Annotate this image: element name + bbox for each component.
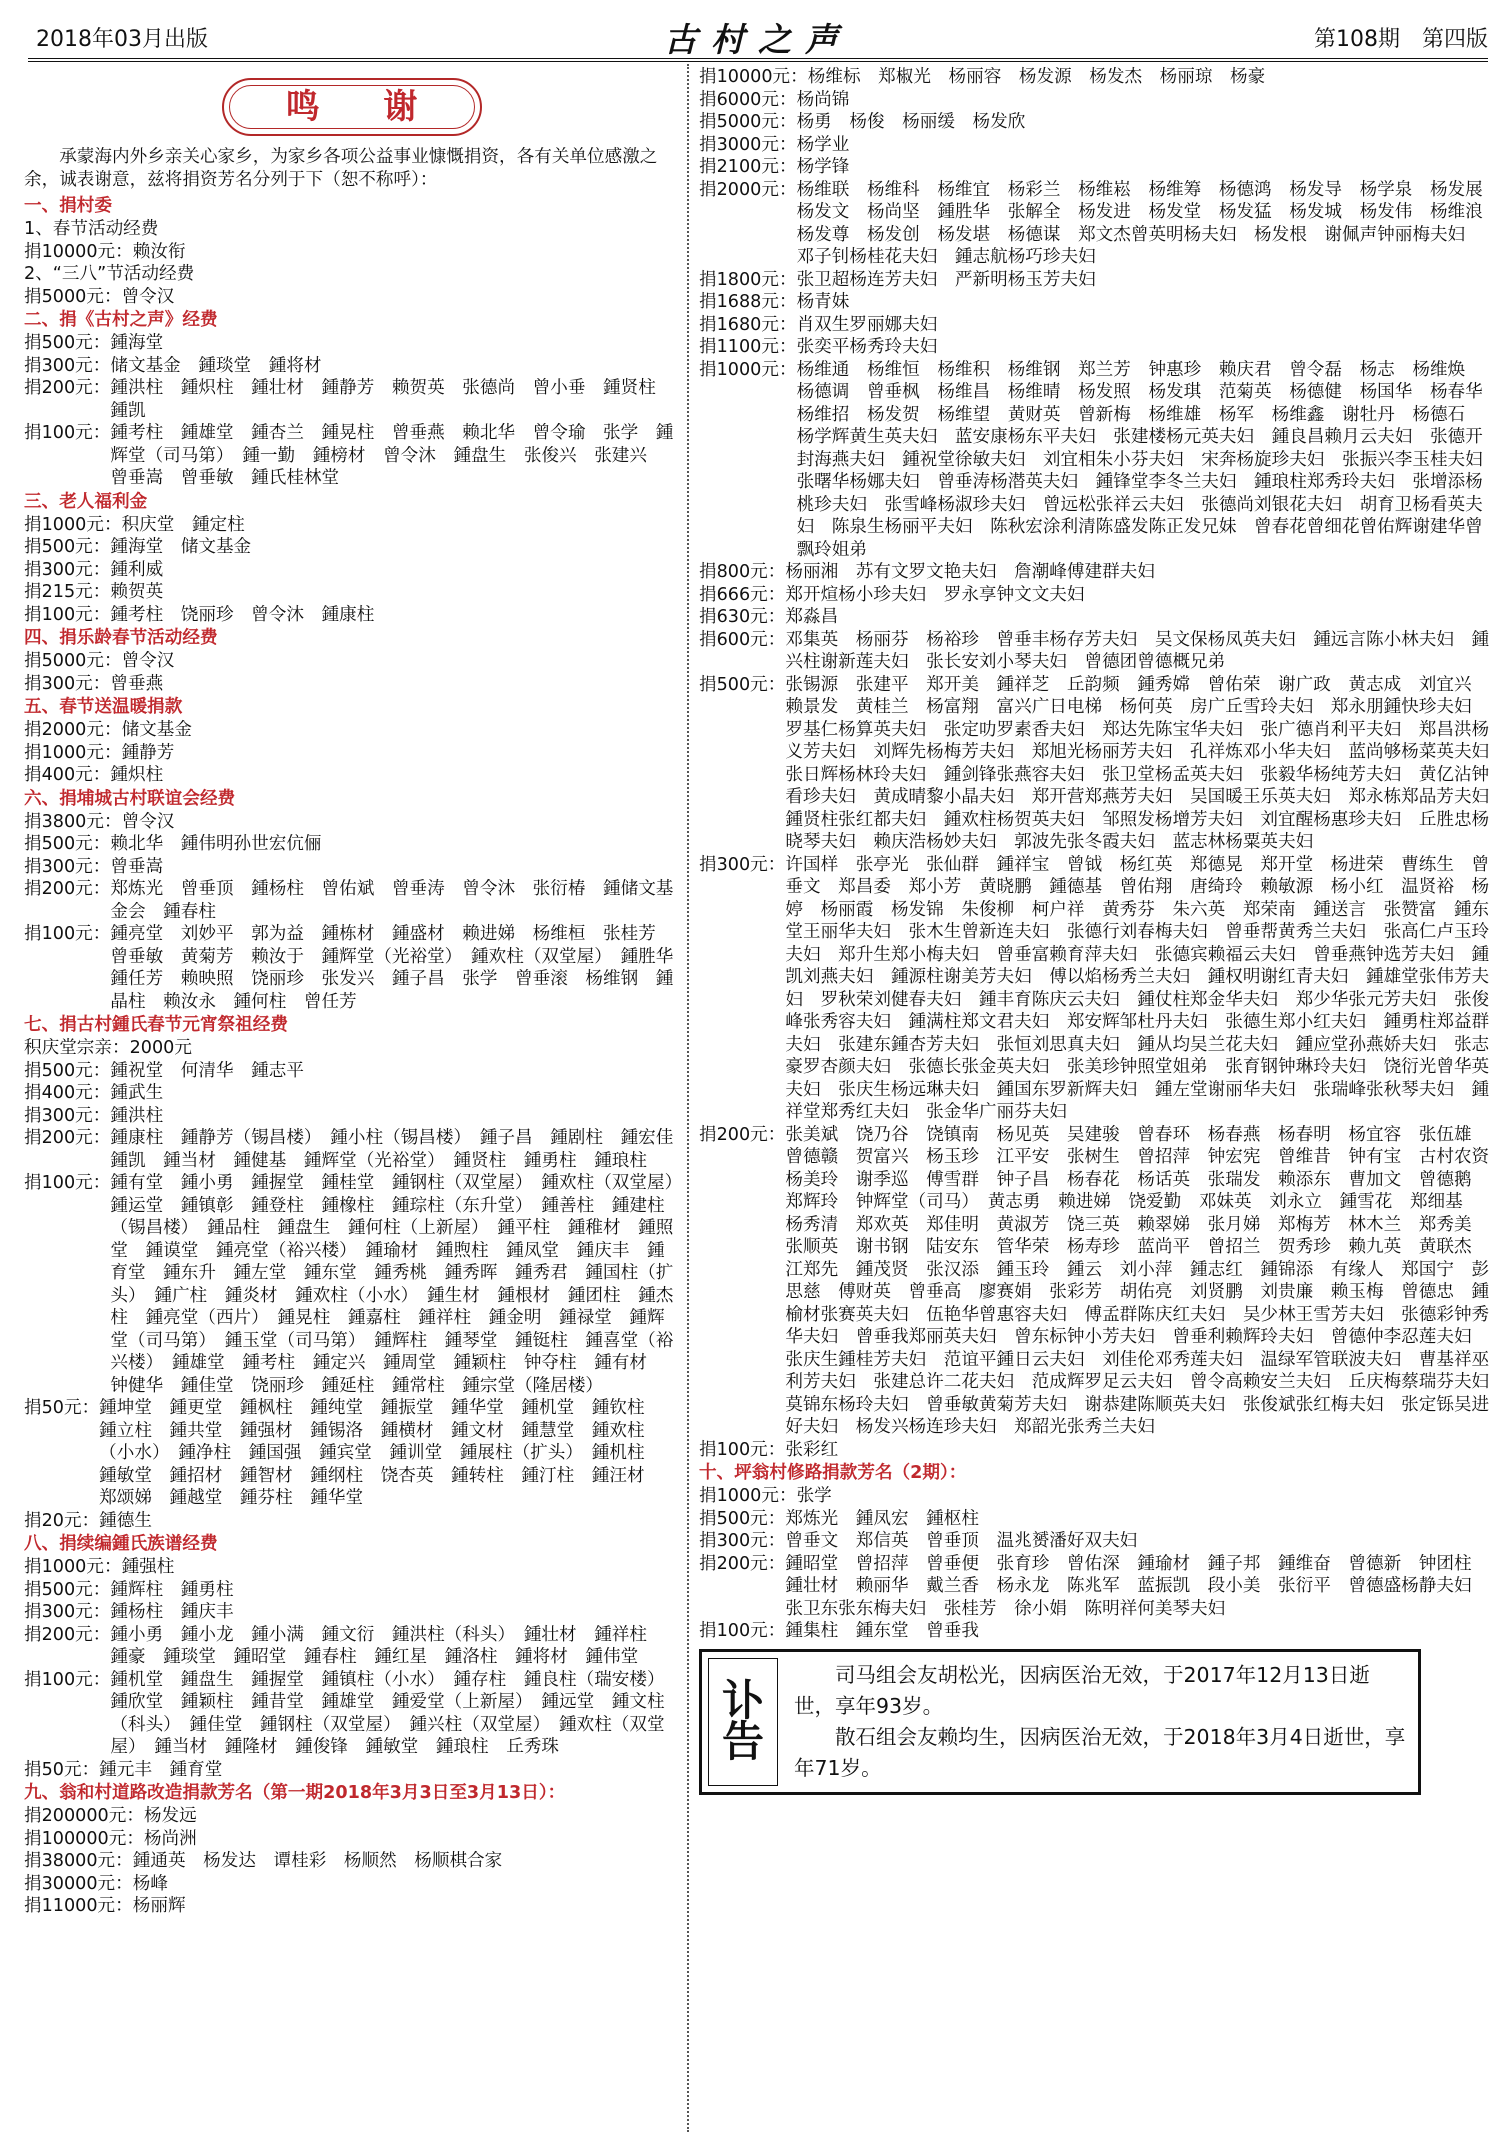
- obituary-body: [794, 1660, 1408, 1784]
- donor-names: 杨勇 杨俊 杨丽缓 杨发欣: [796, 112, 1026, 132]
- donation-amount: 捐400元：: [24, 1083, 111, 1103]
- donor-names: 张卫超杨连芳夫妇 严新明杨玉芳夫妇: [796, 269, 1096, 290]
- donation-entry: [699, 606, 1495, 629]
- obituary-line: 司马组会友胡松光，因病医治无效，于2017年12月13日逝世，享年93岁。: [794, 1662, 1370, 1718]
- donation-amount: 捐800元：: [699, 562, 786, 582]
- donation-entry: [24, 514, 679, 537]
- donation-amount: 捐1100元：: [699, 337, 797, 357]
- donation-entry: [24, 377, 679, 422]
- section-heading: 九、翁和村道路改造捐款芳名（第一期2018年3月3日至3月13日）：: [24, 1783, 566, 1803]
- donor-names: 鍾机堂 鍾盘生 鍾握堂 鍾镇柱（小水） 鍾存柱 鍾良柱（瑞安楼） 鍾欣堂 鍾颖柱 鍾昔堂 鍾雄堂 鍾爱堂（上新屋） 鍾远堂 鍾文柱（科头） 鍾佳堂 鍾钢柱（双堂屋） 鍾兴柱（双堂屋） 鍾欢柱（双堂屋） 鍾当材 鍾隆材 鍾俊锋 鍾敏堂 鍾琅柱 丘秀珠: [110, 1669, 674, 1757]
- donor-names: 郑炼光 曾垂顶 鍾杨柱 曾佑斌 曾垂涛 曾令沐 张衍椿 鍾储文基金会 鍾春柱: [110, 879, 674, 922]
- donation-entry: [24, 1850, 679, 1873]
- donation-entry: [699, 561, 1495, 584]
- donation-amount: 捐200元：: [24, 1624, 111, 1645]
- donation-amount: 捐300元：: [24, 1105, 111, 1126]
- donation-entry: [24, 764, 679, 787]
- donation-amount: 捐2000元：: [24, 720, 122, 740]
- donation-amount: 捐200元：: [24, 1128, 111, 1148]
- donor-names: 曾垂嵩: [110, 856, 164, 877]
- donation-entry: [24, 1805, 679, 1828]
- donation-entry: [24, 604, 679, 627]
- donor-names: 杨尚洲: [143, 1828, 197, 1849]
- donation-entry: [699, 156, 1495, 179]
- right-donation-sections: [699, 66, 1507, 1643]
- column-divider: [687, 64, 689, 2132]
- donor-names: 杨尚锦: [796, 89, 850, 110]
- section-subheading: 1、春节活动经费: [24, 219, 159, 239]
- donation-entry: [699, 179, 1501, 269]
- donation-amount: 捐100元：: [24, 1173, 111, 1193]
- donation-entry: [699, 1553, 1495, 1621]
- donor-names: 赖贺英: [110, 582, 164, 602]
- donation-entry: [699, 269, 1495, 292]
- donation-entry: [24, 536, 679, 559]
- donation-amount: 捐500元：: [24, 1579, 111, 1600]
- donation-amount: 捐400元：: [24, 765, 111, 785]
- donation-amount: 捐500元：: [699, 674, 786, 695]
- donation-amount: 捐100元：: [24, 423, 111, 443]
- donor-names: 赖汝衔: [132, 241, 186, 262]
- donation-amount: 捐500元：: [24, 333, 111, 353]
- donor-names: 鍾元丰 鍾育堂: [99, 1759, 223, 1780]
- donor-names: 杨学锋: [796, 157, 850, 177]
- donation-entry: [24, 422, 679, 490]
- donation-amount: 捐3000元：: [699, 134, 797, 155]
- donation-entry: [699, 854, 1495, 1124]
- donor-names: 赖北华 鍾伟明孙世宏伉俪: [110, 834, 322, 854]
- donation-amount: 捐30000元：: [24, 1873, 133, 1894]
- section-heading: 八、捐续编鍾氏族谱经费: [24, 1534, 218, 1554]
- donor-names: 储文基金 鍾琰堂 鍾将材: [110, 355, 322, 376]
- donor-names: 邓集英 杨丽芬 杨裕珍 曾垂丰杨存芳夫妇 吴文保杨凤英夫妇 鍾远言陈小林夫妇 鍾兴柱谢新莲夫妇 张长安刘小琴夫妇 曾德团曾德概兄弟: [785, 629, 1490, 672]
- donation-amount: 捐200000元：: [24, 1806, 144, 1826]
- donation-amount: 捐300元：: [24, 856, 111, 877]
- donation-entry: [699, 1124, 1507, 1439]
- masthead: [28, 10, 1488, 60]
- donor-names: 鍾小勇 鍾小龙 鍾小满 鍾文衍 鍾洪柱（科头） 鍾壮材 鍾祥柱 鍾豪 鍾琰堂 鍾昭堂 鍾春柱 鍾红星 鍾洛柱 鍾将材 鍾伟堂: [110, 1624, 665, 1667]
- donation-entry: [24, 1579, 679, 1602]
- donation-amount: 捐100元：: [24, 924, 111, 944]
- donation-amount: 捐200元：: [24, 378, 111, 398]
- donation-entry: [699, 314, 1495, 337]
- section-heading: 五、春节送温暖捐款: [24, 697, 183, 717]
- section-subheading: 2、“三八”节活动经费: [24, 264, 195, 284]
- donation-amount: 捐11000元：: [24, 1896, 133, 1916]
- donation-entry: [24, 1669, 679, 1759]
- donation-entry: [699, 111, 1495, 134]
- donation-entry: [24, 332, 679, 355]
- donor-names: 张美斌 饶乃谷 饶镇南 杨见英 吴建骏 曾春环 杨春燕 杨春明 杨宜容 张伍雄 曾德赣 贺富兴 杨玉珍 江平安 张树生 曾招萍 钟宏宪 曾维昔 钟有宝 古村农资 杨美玲 谢季巡 傅雪群 钟子昌 杨春花 杨话英 张瑞发 赖添东 曹加文 曾德鹅 郑辉玲 钟辉堂（司马） 黄志勇 赖进娣 饶爱勤 邓妹英 刘永立 鍾雪花 郑细基 杨秀清 郑欢英 郑佳明 黄淑芳 饶三英 赖翠娣 张月娣 郑梅芳 林木兰 郑秀美 张顺英 谢书钢 陆安东 管华荣 杨寿珍 蓝尚平 曾招兰 贺秀珍 赖九英 黄联杰 江郑先 鍾茂贤 张汉添 鍾玉玲 鍾云 刘小萍 鍾志红 鍾锦添 有缘人 郑国宁 彭思慈 傅财英 曾垂高 廖赛娟 张彩芳 胡佑亮 刘贤鹏 刘贵廉 赖玉梅 曾德忠 鍾榆材张赛英夫妇 伍艳华曾惠容夫妇 傅孟群陈庆红夫妇 吴少林王雪芳夫妇 张德彩钟秀华夫妇 曾垂我郑丽英夫妇 曾东标钟小芳夫妇 曾垂利赖辉玲夫妇 曾德仲李忍莲夫妇 张庆生鍾桂芳夫妇 范谊平鍾日云夫妇 刘佳伦邓秀莲夫妇 温绿军管联波夫妇 曹基祥巫利芳夫妇 张建总许二花夫妇 范成辉罗足云夫妇 曾令高赖安兰夫妇 丘庆梅蔡瑞芬夫妇 莫锦东杨玲夫妇 曾垂敏黄菊芳夫妇 谢恭建陈顺英夫妇 张俊斌张红梅夫妇 张定铄吴进好夫妇 杨发兴杨连珍夫妇 郑韶光张秀兰夫妇: [785, 1124, 1507, 1437]
- donor-names: 许国样 张亭光 张仙群 鍾祥宝 曾钺 杨红英 郑德晃 郑开堂 杨进荣 曹练生 曾垂文 郑昌委 郑小芳 黄晓鹏 鍾德基 曾佑翔 唐绮玲 赖敏源 杨小红 温贤裕 杨婷 杨丽霞 杨发锦 朱俊柳 柯户祥 黄秀芬 朱六英 郑荣南 鍾送言 张赞富 鍾东堂王丽华夫妇 张木生曾新连夫妇 张德行刘春梅夫妇 曾垂帮黄秀兰夫妇 张高仁卢玉玲夫妇 郑升生郑小梅夫妇 曾垂富赖育萍夫妇 张德宾赖福云夫妇 曾垂燕钟选芳夫妇 鍾凯刘燕夫妇 鍾源柱谢美芳夫妇 傅以焰杨秀兰夫妇 鍾权明谢红青夫妇 鍾雄堂张伟芳夫妇 罗秋荣刘健春夫妇 鍾丰育陈庆云夫妇 鍾仗柱郑金华夫妇 郑少华张元芳夫妇 张俊峰张秀容夫妇 鍾满柱郑文君夫妇 郑安辉邹杜丹夫妇 张德生郑小红夫妇 鍾勇柱郑益群夫妇 张建东鍾杏芳夫妇 张恒刘思真夫妇 鍾从均吴兰花夫妇 鍾应堂孙燕娇夫妇 张志豪罗杏颜夫妇 张德长张金英夫妇 张美珍钟照堂姐弟 张育钢钟琳玲夫妇 饶衍光曾华英夫妇 张庆生杨远琳夫妇 鍾国东罗新辉夫妇 鍾左堂谢丽华夫妇 张瑞峰张秋琴夫妇 鍾祥堂郑秀红夫妇 张金华广丽芬夫妇: [785, 854, 1490, 1122]
- donation-amount: 捐1000元：: [24, 1557, 122, 1577]
- donation-entry: [24, 355, 679, 378]
- issue-number: 第108期 第四版: [1314, 27, 1488, 52]
- donor-names: 杨丽湘 苏有文罗文艳夫妇 詹潮峰傅建群夫妇: [785, 562, 1155, 582]
- donation-amount: 捐500元：: [24, 834, 111, 854]
- donor-names: 杨维通 杨维恒 杨维积 杨维钢 郑兰芳 钟惠珍 赖庆君 曾令磊 杨志 杨维焕 杨德调 曾垂枫 杨维昌 杨维晴 杨发照 杨发琪 范菊英 杨德健 杨国华 杨春华 杨维招 杨发贺 杨维望 黄财英 曾新梅 杨维雄 杨军 杨维鑫 谢牡丹 杨德石 杨学辉黄生英夫妇 蓝安康杨东平夫妇 张建楼杨元英夫妇 鍾良昌赖月云夫妇 张德开封海燕夫妇 鍾祝堂徐敏夫妇 刘宜相朱小芬夫妇 宋奔杨旋珍夫妇 张振兴李玉桂夫妇 张曙华杨娜夫妇 曾垂涛杨潜英夫妇 鍾锋堂李冬兰夫妇 鍾琅柱郑秀玲夫妇 张增添杨桃珍夫妇 张雪峰杨淑珍夫妇 曾远松张祥云夫妇 张德尚刘银花夫妇 胡育卫杨看英夫妇 陈泉生杨丽平夫妇 陈秋宏涂利清陈盛发陈正发兄妹 曾春花曾细花曾佑辉谢建华曾飘玲姐弟: [796, 359, 1501, 560]
- obituary-line: 散石组会友赖均生，因病医治无效，于2018年3月4日逝世，享年71岁。: [794, 1724, 1406, 1780]
- donor-names: 郑淼昌: [785, 607, 839, 627]
- donation-entry: [699, 584, 1495, 607]
- obituary-label: [708, 1658, 778, 1786]
- donation-amount: 捐38000元：: [24, 1851, 133, 1871]
- donation-amount: 捐200元：: [699, 1553, 786, 1574]
- donor-names: 鍾昭堂 曾招萍 曾垂便 张育珍 曾佑深 鍾瑜材 鍾子邦 鍾维奋 曾德新 钟团柱 鍾壮材 赖丽华 戴兰香 杨永龙 陈兆军 蓝振凯 段小美 张衍平 曾德盛杨静夫妇 张卫东张东梅夫妇 张桂芳 徐小娟 陈明祥何美琴夫妇: [785, 1553, 1490, 1619]
- donation-amount: 捐1688元：: [699, 292, 797, 312]
- donor-names: 杨发远: [143, 1806, 197, 1826]
- section-subheading: 积庆堂宗亲：2000元: [24, 1038, 192, 1058]
- donor-names: 鍾利威: [110, 559, 164, 580]
- issue-date: 2018年03月出版: [36, 27, 208, 52]
- section-heading: 三、老人福利金: [24, 491, 148, 512]
- donation-entry: [699, 336, 1495, 359]
- donor-names: 鍾坤堂 鍾更堂 鍾枫柱 鍾纯堂 鍾振堂 鍾华堂 鍾机堂 鍾钦柱 鍾立柱 鍾共堂 鍾强材 鍾锡洛 鍾横材 鍾文材 鍾慧堂 鍾欢柱（小水） 鍾净柱 鍾国强 鍾宾堂 鍾训堂 鍾展柱（扩头） 鍾机柱 鍾敏堂 鍾招材 鍾智材 鍾纲柱 饶杏英 鍾转柱 鍾汀柱 鍾汪材 郑颂娣 鍾越堂 鍾芬柱 鍾华堂: [99, 1398, 663, 1508]
- donor-names: 曾令汉: [121, 811, 175, 832]
- donation-amount: 捐500元：: [24, 537, 111, 557]
- donor-names: 鍾辉柱 鍾勇柱: [110, 1579, 234, 1600]
- donation-entry: [24, 1105, 679, 1128]
- section-heading: 七、捐古村鍾氏春节元宵祭祖经费: [24, 1015, 288, 1035]
- donor-names: 鍾武生: [110, 1083, 164, 1103]
- donor-names: 鍾静芳: [121, 742, 175, 763]
- donation-entry: [24, 1127, 691, 1172]
- donation-amount: 捐200元：: [699, 1124, 786, 1145]
- obituary-label-bottom: 告: [721, 1716, 764, 1766]
- donation-entry: [24, 1556, 679, 1579]
- donation-amount: 捐50元：: [24, 1759, 100, 1780]
- donation-entry: [699, 674, 1507, 854]
- donor-names: 鍾洪柱 鍾炽柱 鍾壮材 鍾静芳 赖贺英 张德尚 曾小垂 鍾贤柱 鍾凯: [110, 378, 674, 421]
- donation-amount: 捐20元：: [24, 1510, 100, 1531]
- donation-amount: 捐100000元：: [24, 1828, 144, 1849]
- donation-entry: [24, 1060, 679, 1083]
- donor-names: 鍾洪柱: [110, 1105, 164, 1126]
- donation-entry: [24, 1624, 679, 1669]
- donation-amount: 捐300元：: [699, 854, 786, 875]
- donation-entry: [24, 1828, 679, 1851]
- donation-amount: 捐50元：: [24, 1398, 100, 1418]
- donation-entry: [24, 1759, 679, 1782]
- donation-amount: 捐5000元：: [699, 112, 797, 132]
- donor-names: 鍾有堂 鍾小勇 鍾握堂 鍾桂堂 鍾钢柱（双堂屋） 鍾欢柱（双堂屋） 鍾运堂 鍾镇彰 鍾登柱 鍾橡柱 鍾琮柱（东升堂） 鍾善柱 鍾建柱（锡昌楼） 鍾品柱 鍾盘生 鍾何柱（上新屋） 鍾平柱 鍾稚材 鍾照堂 鍾谟堂 鍾亮堂（裕兴楼） 鍾瑜材 鍾煦柱 鍾凤堂 鍾庆丰 鍾育堂 鍾东升 鍾左堂 鍾东堂 鍾秀桃 鍾秀晖 鍾秀君 鍾国柱（扩头） 鍾广柱 鍾炎材 鍾欢柱（小水） 鍾生材 鍾根材 鍾团柱 鍾杰柱 鍾亮堂（西片） 鍾晃柱 鍾嘉柱 鍾祥柱 鍾金明 鍾禄堂 鍾辉堂（司马第） 鍾玉堂（司马第） 鍾辉柱 鍾琴堂 鍾铤柱 鍾喜堂（裕兴楼） 鍾雄堂 鍾考柱 鍾定兴 鍾周堂 鍾颖柱 钟夺柱 鍾有材 钟健华 鍾佳堂 饶丽珍 鍾延柱 鍾常柱 鍾宗堂（隆居楼）: [110, 1173, 691, 1396]
- section-heading: 六、捐埔城古村联谊会经费: [24, 788, 236, 809]
- donor-names: 鍾考柱 饶丽珍 曾令沐 鍾康柱: [110, 604, 375, 625]
- donation-amount: 捐100元：: [699, 1439, 786, 1460]
- left-donation-sections: [24, 194, 691, 1918]
- donation-entry: [24, 559, 679, 582]
- donor-names: 杨丽辉: [132, 1896, 186, 1916]
- donor-names: 郑炼光 鍾凤宏 鍾枢柱: [785, 1508, 979, 1529]
- donor-names: 鍾杨柱 鍾庆丰: [110, 1602, 234, 1622]
- donation-entry: [24, 650, 679, 673]
- donation-amount: 捐300元：: [24, 559, 111, 580]
- donation-amount: 捐630元：: [699, 607, 786, 627]
- masthead-rule: [28, 58, 1488, 62]
- donor-names: 鍾考柱 鍾雄堂 鍾杏兰 鍾晃柱 曾垂燕 赖北华 曾令瑜 张学 鍾辉堂（司马第） 鍾一勤 鍾榜材 曾令沐 鍾盘生 张俊兴 张建兴 曾垂嵩 曾垂敏 鍾氏桂林堂: [110, 423, 674, 488]
- donation-entry: [24, 673, 679, 696]
- donation-entry: [24, 1601, 679, 1624]
- donation-entry: [699, 1439, 1495, 1462]
- donation-entry: [699, 359, 1501, 562]
- donor-names: 杨维联 杨维科 杨维宜 杨彩兰 杨维崧 杨维筹 杨德鸿 杨发导 杨学泉 杨发展 杨发文 杨尚坚 鍾胜华 张解全 杨发进 杨发堂 杨发猛 杨发城 杨发伟 杨维浪 杨发尊 杨发创 杨发堪 杨德谋 郑文杰曾英明杨夫妇 杨发根 谢佩声钟丽梅夫妇 邓子钊杨桂花夫妇 鍾志航杨巧珍夫妇: [796, 179, 1501, 267]
- donation-amount: 捐6000元：: [699, 89, 797, 110]
- section-heading: 二、捐《古村之声》经费: [24, 310, 218, 330]
- donation-entry: [699, 1485, 1495, 1508]
- donor-names: 曾令汉: [121, 651, 175, 671]
- donation-amount: 捐5000元：: [24, 286, 122, 307]
- donation-entry: [699, 1620, 1495, 1643]
- donation-entry: [24, 1895, 679, 1918]
- donor-names: 鍾祝堂 何清华 鍾志平: [110, 1060, 304, 1081]
- donation-entry: [24, 923, 691, 1013]
- donation-entry: [699, 291, 1495, 314]
- donation-amount: 捐10000元：: [24, 241, 133, 262]
- right-column: [699, 66, 1507, 1795]
- donor-names: 鍾炽柱: [110, 765, 164, 785]
- donation-entry: [24, 878, 679, 923]
- obituary-notice: [699, 1649, 1421, 1795]
- donor-names: 鍾强柱: [121, 1557, 175, 1577]
- donation-amount: 捐2100元：: [699, 157, 797, 177]
- left-column: [24, 66, 691, 1918]
- donation-amount: 捐500元：: [699, 1508, 786, 1529]
- donation-entry: [24, 856, 679, 879]
- donation-entry: [24, 1510, 679, 1533]
- donation-amount: 捐3800元：: [24, 811, 122, 832]
- donation-entry: [24, 1397, 679, 1510]
- donation-entry: [24, 742, 679, 765]
- donor-names: 鍾海堂 储文基金: [110, 537, 252, 557]
- donation-entry: [699, 66, 1495, 89]
- donation-entry: [24, 811, 679, 834]
- donor-names: 鍾通英 杨发达 谭桂彩 杨顺然 杨顺棋合家: [132, 1851, 503, 1871]
- donation-amount: 捐215元：: [24, 582, 111, 602]
- donation-amount: 捐100元：: [24, 604, 111, 625]
- donation-entry: [24, 241, 679, 264]
- donor-names: 鍾德生: [99, 1510, 152, 1531]
- donation-amount: 捐1000元：: [24, 742, 122, 763]
- donation-amount: 捐200元：: [24, 879, 111, 899]
- donor-names: 张锡源 张建平 郑开美 鍾祥芝 丘韵频 鍾秀嫦 曾佑荣 谢广政 黄志成 刘宜兴 赖景发 黄桂兰 杨富翔 富兴广日电梯 杨何英 房广丘雪玲夫妇 郑永朋鍾快珍夫妇 罗基仁杨算英夫妇 张定叻罗素香夫妇 郑达先陈宝华夫妇 张广德肖利平夫妇 郑昌洪杨义芳夫妇 刘辉先杨梅芳夫妇 郑旭光杨丽芳夫妇 孔祥炼邓小华夫妇 蓝尚够杨菜英夫妇 张日辉杨林玲夫妇 鍾剑锋张燕容夫妇 张卫堂杨孟英夫妇 张毅华杨纯芳夫妇 黄亿沾钟看珍夫妇 黄成晴黎小晶夫妇 郑开营郑燕芳夫妇 吴国暖王乐英夫妇 郑永栋郑品芳夫妇 鍾贤柱张红都夫妇 鍾欢柱杨贺英夫妇 邹照发杨增芳夫妇 刘宜醒杨惠珍夫妇 丘胜忠杨晓琴夫妇 赖庆浩杨妙夫妇 郭波先张冬霞夫妇 蓝志林杨粟英夫妇: [785, 674, 1507, 852]
- donation-entry: [699, 89, 1495, 112]
- donation-amount: 捐300元：: [24, 673, 111, 694]
- donor-names: 肖双生罗丽娜夫妇: [796, 314, 938, 335]
- donation-amount: 捐100元：: [699, 1621, 786, 1641]
- donation-amount: 捐10000元：: [699, 67, 808, 87]
- donor-names: 张彩红: [785, 1439, 839, 1460]
- donation-amount: 捐1680元：: [699, 314, 797, 335]
- donation-entry: [24, 833, 679, 856]
- donor-names: 储文基金: [121, 720, 192, 740]
- donor-names: 杨学业: [796, 134, 850, 155]
- donation-amount: 捐1000元：: [24, 514, 122, 535]
- intro-paragraph: 承蒙海内外乡亲关心家乡，为家乡各项公益事业慷慨捐资，各有关单位感激之余，诚表谢意，兹将捐资芳名分列于下（恕不称呼）：: [24, 147, 658, 190]
- donation-entry: [24, 1082, 679, 1105]
- donor-names: 杨峰: [132, 1873, 168, 1894]
- donation-amount: 捐500元：: [24, 1060, 111, 1081]
- donor-names: 鍾集柱 鍾东堂 曾垂我: [785, 1621, 979, 1641]
- donor-names: 曾令汉: [121, 286, 175, 307]
- donation-entry: [699, 134, 1495, 157]
- donation-entry: [24, 286, 679, 309]
- donor-names: 鍾亮堂 刘妙平 郭为益 鍾栋材 鍾盛材 赖进娣 杨维桓 张桂芳 曾垂敏 黄菊芳 赖汝于 鍾辉堂（光裕堂） 鍾欢柱（双堂屋） 鍾胜华 鍾任芳 赖映照 饶丽珍 张发兴 鍾子昌 张学 曾垂滚 杨维钢 鍾晶柱 赖汝永 鍾何柱 曾任芳: [110, 924, 691, 1012]
- donor-names: 杨维标 郑椒光 杨丽容 杨发源 杨发杰 杨丽琼 杨豪: [807, 67, 1266, 87]
- donor-names: 杨青妹: [796, 292, 850, 312]
- donation-amount: 捐666元：: [699, 584, 786, 605]
- thanks-title-box: [222, 78, 482, 136]
- donor-names: 郑开煊杨小珍夫妇 罗永享钟文文夫妇: [785, 584, 1085, 605]
- donor-names: 张奕平杨秀玲夫妇: [796, 337, 938, 357]
- donation-amount: 捐300元：: [24, 355, 111, 376]
- newspaper-title: 古村之声: [664, 20, 852, 59]
- section-heading: 十、坪翁村修路捐款芳名（2期）：: [699, 1463, 967, 1483]
- donor-names: 曾垂燕: [110, 673, 164, 694]
- obituary-label-top: 讣: [721, 1676, 764, 1725]
- donation-amount: 捐300元：: [699, 1531, 786, 1551]
- donation-entry: [699, 1530, 1495, 1553]
- donor-names: 张学: [796, 1486, 832, 1506]
- donation-entry: [699, 629, 1495, 674]
- donation-amount: 捐300元：: [24, 1602, 111, 1622]
- thanks-title: 鸣 谢: [285, 87, 444, 127]
- donation-amount: 捐1000元：: [699, 359, 797, 380]
- donation-amount: 捐1800元：: [699, 269, 797, 290]
- donation-entry: [24, 1172, 691, 1397]
- donor-names: 曾垂文 郑信英 曾垂顶 温兆赟潘好双夫妇: [785, 1531, 1138, 1551]
- donation-entry: [24, 581, 679, 604]
- donation-amount: 捐5000元：: [24, 651, 122, 671]
- section-heading: 四、捐乐龄春节活动经费: [24, 628, 218, 648]
- donor-names: 积庆堂 鍾定柱: [121, 514, 245, 535]
- donation-entry: [699, 1508, 1495, 1531]
- donation-amount: 捐1000元：: [699, 1486, 797, 1506]
- donor-names: 鍾海堂: [110, 333, 164, 353]
- donor-names: 鍾康柱 鍾静芳（锡昌楼） 鍾小柱（锡昌楼） 鍾子昌 鍾剧柱 鍾宏佳 鍾凯 鍾当材 鍾健基 鍾辉堂（光裕堂） 鍾贤柱 鍾勇柱 鍾琅柱: [110, 1128, 691, 1171]
- donation-amount: 捐600元：: [699, 629, 786, 650]
- donation-amount: 捐100元：: [24, 1669, 111, 1690]
- donation-entry: [24, 1873, 679, 1896]
- donation-entry: [24, 719, 679, 742]
- donation-amount: 捐2000元：: [699, 179, 797, 200]
- section-heading: 一、捐村委: [24, 196, 112, 216]
